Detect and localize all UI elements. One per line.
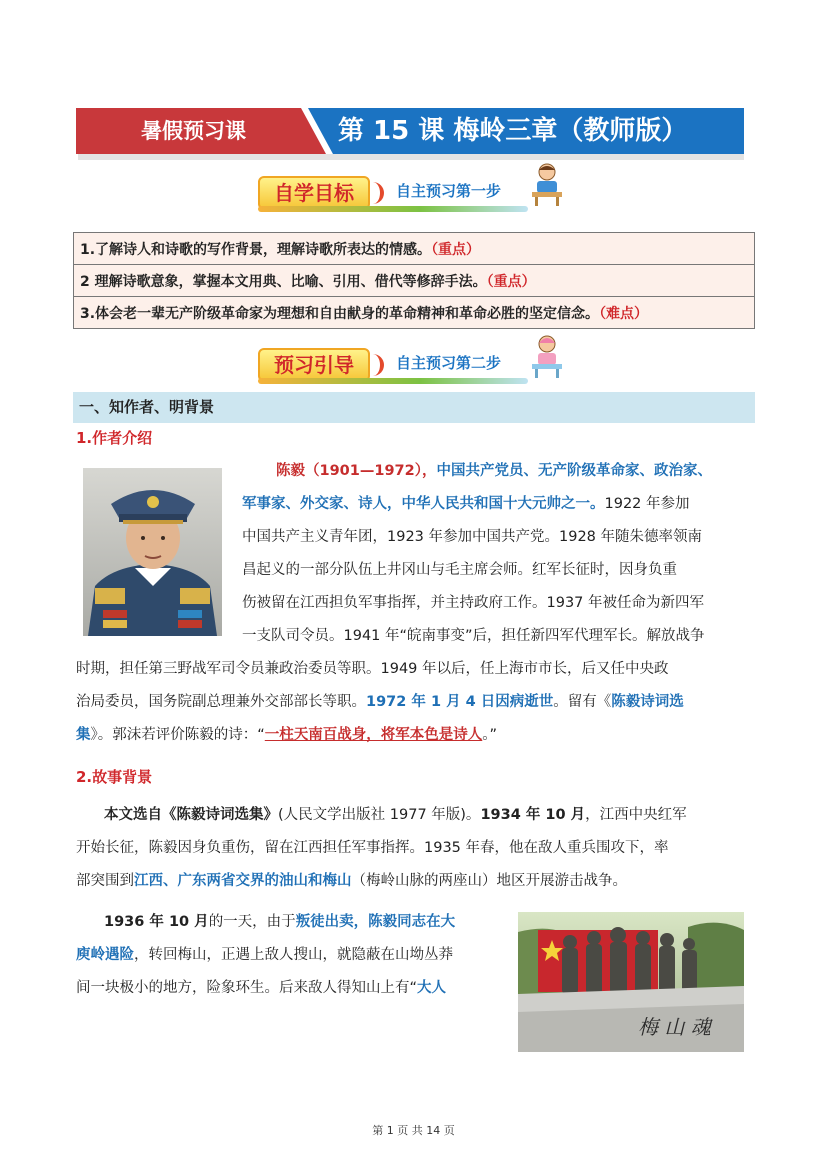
- event-highlight: 庾岭遇险: [76, 947, 134, 963]
- badge-subtitle: 自主预习第二步: [396, 354, 502, 372]
- goal-tag: （重点）: [486, 273, 536, 290]
- badge-label: 自学目标: [258, 176, 370, 210]
- goal-text: 3.体会老一辈无产阶级革命家为理想和自由献身的革命精神和革命必胜的坚定信念。: [80, 305, 600, 322]
- learning-goals-table: [73, 232, 755, 329]
- background-text: ，江西中央红军: [585, 807, 687, 823]
- source-book: 本文选自《陈毅诗词选集》: [104, 807, 278, 823]
- goal-text: 1.了解诗人和诗歌的写作背景，理解诗歌所表达的情感。: [80, 241, 432, 258]
- banner-left-label: 暑假预习课: [141, 119, 246, 143]
- book-title: 陈毅诗词选: [611, 694, 684, 710]
- background-text: 部突围到: [76, 873, 134, 889]
- background-text: 的一天，由于: [208, 914, 296, 930]
- lesson-banner: [76, 108, 744, 154]
- author-line: [276, 455, 712, 488]
- banner-shadow: [78, 154, 744, 160]
- badge-subtitle: 自主预习第一步: [396, 182, 502, 200]
- table-row: [74, 297, 755, 329]
- guo-moruo-quote: 一柱天南百战身，将军本色是诗人: [264, 727, 483, 743]
- badge-underline: [258, 206, 528, 212]
- meishan-monument-photo: [518, 912, 744, 1052]
- author-line: [76, 719, 497, 752]
- author-line: [242, 488, 690, 521]
- background-text: 间一块极小的地方，险象环生。后来敌人得知山上有“: [76, 980, 418, 996]
- date-1934: 1934 年 10 月: [480, 807, 586, 823]
- author-line: 伤被留在江西担负军事指挥，并主持政府工作。1937 年被任命为新四军: [242, 595, 705, 611]
- goal-cell: [74, 233, 755, 265]
- goal-text: 2 理解诗歌意象，掌握本文用典、比喻、引用、借代等修辞手法。: [80, 273, 487, 290]
- author-text: 1922 年参加: [604, 496, 690, 512]
- author-text: 》。郭沫若评价陈毅的诗：“: [90, 727, 265, 743]
- background-line: 开始长征，陈毅因身负重伤，留在江西担任军事指挥。1935 年春，他在敌人重兵围攻下，率: [76, 840, 669, 856]
- background-text: （梅岭山脉的两座山）地区开展游击战争。: [351, 873, 627, 889]
- background-line: [104, 799, 687, 832]
- background-text: ，转回梅山，正遇上敌人搜山，就隐蔽在山坳丛莽: [134, 947, 453, 963]
- badge-underline: [258, 378, 528, 384]
- author-text: 。”: [482, 727, 498, 743]
- location-highlight: 江西、广东两省交界的油山和梅山: [134, 873, 352, 889]
- goal-tag: （难点）: [599, 305, 649, 322]
- event-highlight: 大人: [417, 980, 447, 996]
- author-line: 中国共产主义青年团，1923 年参加中国共产党。1928 年随朱德率领南: [242, 529, 703, 545]
- monument-inscription: 梅 山 魂: [638, 1015, 711, 1039]
- subheading-author: 1.作者介绍: [76, 429, 153, 447]
- student-writing-icon: [530, 334, 564, 378]
- background-line: [76, 972, 446, 1005]
- author-line: 昌起义的一部分队伍上井冈山与毛主席会师。红军长征时，因身负重: [242, 562, 677, 578]
- author-line: [76, 686, 684, 719]
- author-line: 时期，担任第三野战军司令员兼政治委员等职。1949 年以后，任上海市市长，后又任中央政: [76, 661, 669, 677]
- student-reading-icon: [530, 162, 564, 206]
- author-line: 一支队司令员。1941 年“皖南事变”后，担任新四军代理军长。解放战争: [242, 628, 705, 644]
- page-title: 第 15 课 梅岭三章（教师版）: [338, 116, 688, 146]
- author-titles: 中国共产党员、无产阶级革命家、政治家、: [436, 463, 712, 479]
- goal-cell: [74, 265, 755, 297]
- badge-label: 预习引导: [258, 348, 370, 382]
- background-line: [76, 865, 627, 898]
- goal-cell: [74, 297, 755, 329]
- background-line: [104, 906, 455, 939]
- book-title-end: 集: [76, 727, 91, 743]
- author-name-dates: 陈毅（1901—1972），: [276, 463, 437, 479]
- death-date: 1972 年 1 月 4 日因病逝世: [366, 694, 554, 710]
- author-titles-cont: 军事家、外交家、诗人，中华人民共和国十大元帅之一。: [242, 496, 605, 512]
- background-line: [76, 939, 453, 972]
- table-row: [74, 233, 755, 265]
- page-footer: 第 1 页 共 14 页: [372, 1124, 455, 1137]
- date-1936: 1936 年 10 月: [104, 914, 209, 930]
- table-row: [74, 265, 755, 297]
- section-heading-bar: 一、知作者、明背景: [73, 392, 755, 423]
- goal-tag: （重点）: [431, 241, 481, 258]
- author-text: 治局委员，国务院副总理兼外交部部长等职。: [76, 694, 366, 710]
- portrait-chen-yi: [83, 468, 222, 636]
- swoosh-decoration: [372, 182, 384, 204]
- author-text: 。留有《: [553, 694, 612, 710]
- event-highlight: 叛徒出卖，陈毅同志在大: [295, 914, 456, 930]
- background-text: (人民文学出版社 1977 年版)。: [278, 807, 481, 823]
- swoosh-decoration: [372, 354, 384, 376]
- subheading-background: 2.故事背景: [76, 768, 153, 786]
